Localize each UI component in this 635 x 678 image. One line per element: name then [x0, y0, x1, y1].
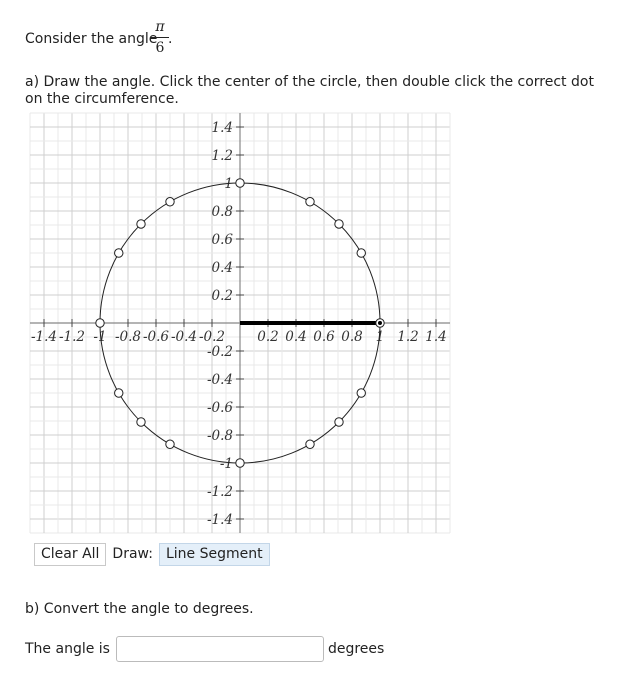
y-tick-label: -0.8 — [206, 428, 233, 444]
circumference-dot[interactable] — [306, 440, 314, 448]
x-tick-label: 0.8 — [341, 329, 363, 345]
y-tick-label: 0.4 — [211, 260, 233, 276]
y-tick-label: 1 — [224, 176, 233, 192]
circumference-dot[interactable] — [115, 249, 123, 257]
x-tick-label: -1.2 — [58, 329, 86, 345]
y-tick-label: 0.6 — [211, 232, 233, 248]
x-tick-label: 1 — [375, 329, 385, 345]
angle-denominator: 6 — [155, 40, 165, 56]
circumference-dot[interactable] — [357, 389, 365, 397]
answer-label: The angle is — [25, 641, 110, 657]
y-tick-label: 0.2 — [211, 288, 233, 304]
circumference-dot[interactable] — [137, 418, 145, 426]
y-tick-label: -1 — [219, 456, 233, 472]
x-tick-label: -1 — [93, 329, 107, 345]
circumference-dot[interactable] — [166, 440, 174, 448]
prompt-period: . — [168, 31, 173, 47]
x-tick-label: 0.2 — [257, 329, 279, 345]
answer-row — [25, 636, 384, 662]
drawing-toolbar — [34, 543, 270, 566]
prompt-intro: Consider the angle — [25, 31, 158, 47]
y-tick-label: -1.2 — [206, 484, 233, 500]
y-tick-label: 1.4 — [211, 120, 233, 136]
y-tick-label: -0.4 — [206, 372, 233, 388]
x-tick-label: -0.2 — [198, 329, 226, 345]
circumference-dot[interactable] — [137, 220, 145, 228]
circumference-dot[interactable] — [236, 179, 244, 187]
x-tick-label: -0.4 — [170, 329, 198, 345]
line-segment-tool-button[interactable]: Line Segment — [159, 543, 270, 566]
angle-numerator: π — [155, 19, 165, 35]
part-a-instructions: a) Draw the angle. Click the center of the circle, then double click the correct dot on the circumference. — [25, 74, 594, 107]
circumference-dot[interactable] — [236, 459, 244, 467]
circumference-dot[interactable] — [166, 198, 174, 206]
degrees-answer-input[interactable] — [116, 636, 324, 662]
circumference-dot[interactable] — [96, 319, 104, 327]
x-tick-label: -0.8 — [114, 329, 142, 345]
circumference-dot[interactable] — [306, 198, 314, 206]
circumference-dot[interactable] — [335, 220, 343, 228]
y-tick-label: -0.6 — [206, 400, 233, 416]
clear-all-button[interactable]: Clear All — [34, 543, 106, 566]
circumference-dot[interactable] — [357, 249, 365, 257]
y-tick-label: 1.2 — [211, 148, 233, 164]
y-tick-label: -0.2 — [206, 344, 233, 360]
circumference-dot[interactable] — [335, 418, 343, 426]
y-tick-label: 0.8 — [211, 204, 233, 220]
x-tick-label: 0.4 — [285, 329, 307, 345]
y-tick-label: -1.4 — [206, 512, 233, 528]
x-tick-label: -0.6 — [142, 329, 170, 345]
x-tick-label: -1.4 — [30, 329, 58, 345]
circumference-dot[interactable] — [115, 389, 123, 397]
answer-unit: degrees — [327, 641, 385, 657]
x-tick-label: 1.2 — [397, 329, 419, 345]
x-tick-label: 0.6 — [313, 329, 335, 345]
draw-label: Draw: — [112, 546, 153, 562]
part-b-instructions: b) Convert the angle to degrees. — [25, 601, 254, 617]
x-tick-label: 1.4 — [425, 329, 447, 345]
selected-dot-fill — [378, 321, 382, 325]
